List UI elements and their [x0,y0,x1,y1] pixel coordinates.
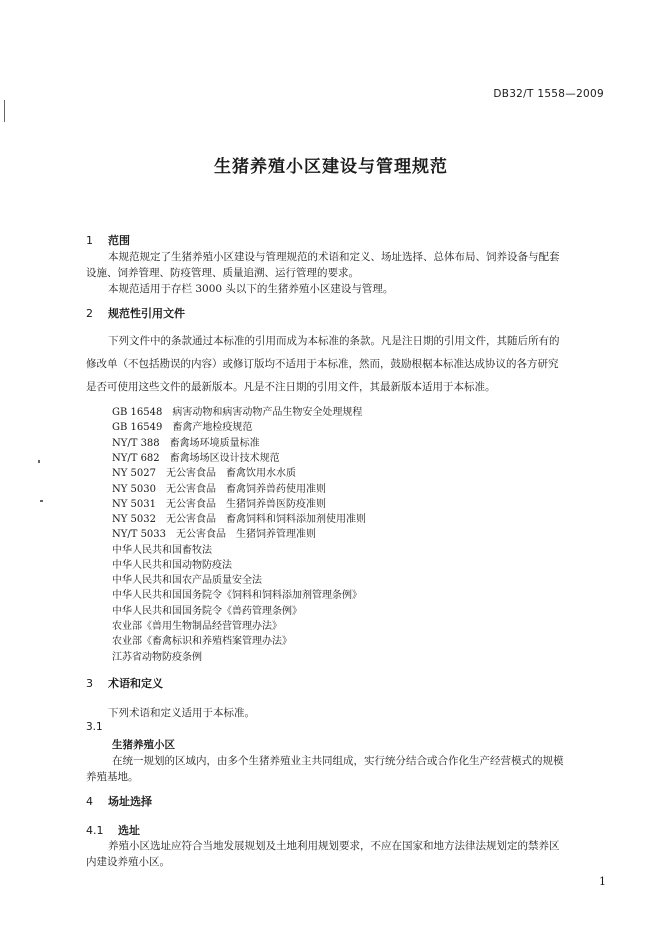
reference-item: NY/T 5033 无公害食品 生猪饲养管理准则 [112,529,317,540]
scan-mark [40,500,43,502]
section-number: 3 [86,677,93,690]
reference-item: NY/T 682 畜禽场场区设计技术规范 [112,453,280,464]
paragraph-line: 下列文件中的条款通过本标准的引用而成为本标准的条款。凡是注日期的引用文件，其随后所有的 [108,335,560,347]
reference-item: 中华人民共和国农产品质量安全法 [112,575,262,586]
section-1-heading [86,232,130,248]
page-number: 1 [599,875,606,888]
section-title: 场址选择 [108,795,152,808]
standard-code: DB32/T 1558—2009 [493,88,604,100]
reference-item: 中华人民共和国动物防疫法 [112,560,232,571]
paragraph-line: 修改单（不包括勘误的内容）或修订版均不适用于本标准，然而，鼓励根椐本标准达成协议的各方研究 [86,358,559,370]
paragraph-line: 在统一规划的区域内，由多个生猪养殖业主共同组成，实行统分结合或合作化生产经营模式的规模 [112,755,564,767]
reference-item: GB 16548 病害动物和病害动物产品生物安全处理规程 [112,407,363,418]
section-number: 2 [86,307,93,320]
section-4-heading [86,793,152,809]
subsection-4-1-heading [86,822,140,838]
reference-item: NY/T 388 畜禽场环境质量标准 [112,438,260,449]
section-3-heading [86,675,163,691]
reference-item: NY 5027 无公害食品 畜禽饮用水水质 [112,468,296,479]
reference-item: 农业部《畜禽标识和养殖档案管理办法》 [112,636,292,647]
reference-item: 中华人民共和国畜牧法 [112,545,212,556]
paragraph-line: 是否可使用这些文件的最新版本。凡是不注日期的引用文件，其最新版本适用于本标准。 [86,381,496,393]
reference-item: 中华人民共和国国务院令《兽药管理条例》 [112,606,302,617]
scan-mark [4,100,5,122]
reference-item: GB 16549 畜禽产地检疫规范 [112,422,253,433]
reference-item: 中华人民共和国国务院令《饲料和饲料添加剂管理条例》 [112,590,362,601]
subsection-title: 选址 [118,824,140,837]
paragraph-line: 下列术语和定义适用于本标准。 [108,707,255,719]
term-name: 生猪养殖小区 [112,739,175,751]
section-number: 1 [86,234,93,247]
reference-item: NY 5031 无公害食品 生猪饲养兽医防疫准则 [112,499,326,510]
reference-item: NY 5030 无公害食品 畜禽饲养兽药使用准则 [112,484,326,495]
paragraph-line: 本规范规定了生猪养殖小区建设与管理规范的术语和定义、场址选择、总体布局、饲养设备与配套 [108,251,560,263]
document-title: 生猪养殖小区建设与管理规范 [214,157,448,177]
section-title: 术语和定义 [108,677,163,690]
reference-item: 江苏省动物防疫条例 [112,652,202,663]
paragraph-line: 养殖基地。 [86,771,139,783]
section-number: 4 [86,795,93,808]
reference-item: 农业部《兽用生物制品经营管理办法》 [112,621,282,632]
section-title: 范围 [108,234,130,247]
subsection-number: 4.1 [86,824,104,837]
scan-mark [38,460,40,463]
reference-item: NY 5032 无公害食品 畜禽饲料和饲料添加剂使用准则 [112,514,366,525]
section-2-heading [86,305,185,321]
paragraph-line: 养殖小区选址应符合当地发展规划及土地利用规划要求，不应在国家和地方法律法规划定的禁养区 [108,840,560,852]
section-title: 规范性引用文件 [108,307,185,320]
subsection-number: 3.1 [86,721,103,733]
paragraph-line: 本规范适用于存栏 3000 头以下的生猪养殖小区建设与管理。 [108,283,394,295]
paragraph-line: 设施、饲养管理、防疫管理、质量追溯、运行管理的要求。 [86,267,359,279]
paragraph-line: 内建设养殖小区。 [86,856,170,868]
